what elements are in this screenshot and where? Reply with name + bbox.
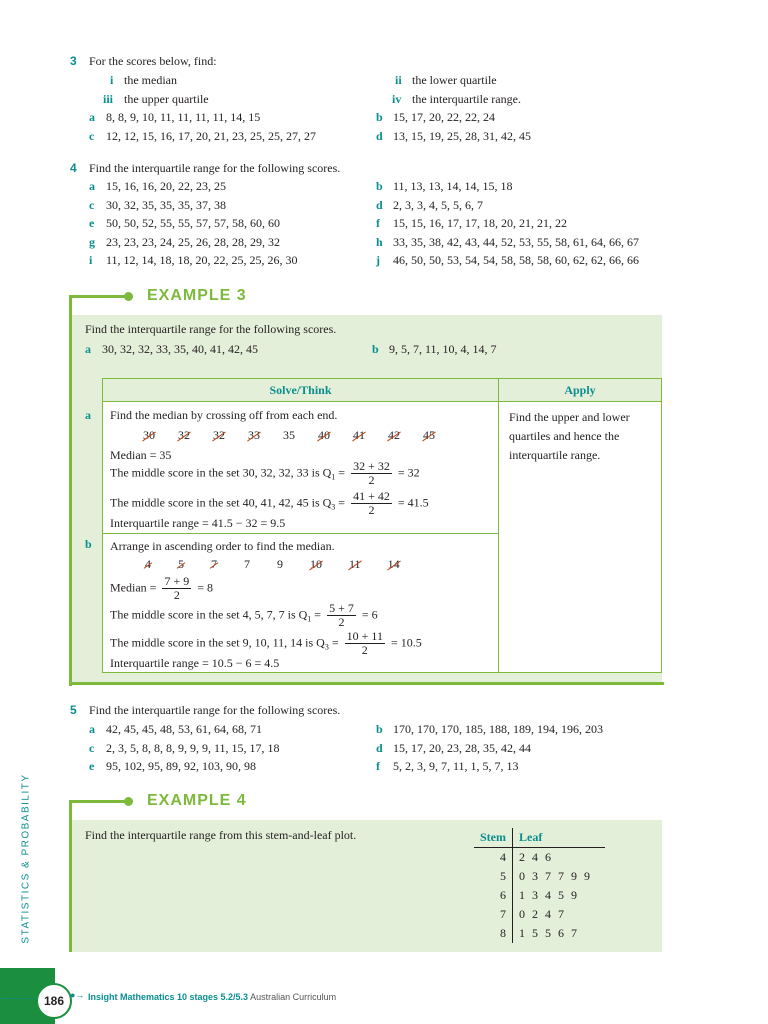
solution-a-cell	[103, 402, 499, 534]
ex3-a-label: a	[85, 342, 91, 356]
stem-leaf-row	[474, 848, 605, 868]
solve-think-header: Solve/Think	[103, 379, 499, 402]
section-sidebar	[14, 775, 36, 955]
q3-part-label: i	[110, 73, 114, 87]
stem-value: 5	[474, 867, 513, 886]
q4-item-text: 2, 3, 3, 4, 5, 5, 6, 7	[393, 198, 483, 212]
q4-item-text: 11, 12, 14, 18, 18, 20, 22, 25, 25, 26, 30	[106, 253, 298, 267]
q4-item-text: 11, 13, 13, 14, 14, 15, 18	[393, 179, 513, 193]
q3-item-label: c	[89, 129, 95, 143]
q4-item-label: j	[376, 253, 380, 267]
ex3-b-q3-line: The middle score in the set 9, 10, 11, 14 is $Q_3$ = $\frac{10 + 11}{2}$ = 10.5	[110, 629, 422, 657]
apply-text: interquartile range.	[509, 448, 601, 462]
crossed-score: 4	[145, 557, 151, 571]
solution-b-label: b	[85, 537, 92, 551]
q4-item-text: 30, 32, 35, 35, 35, 37, 38	[106, 198, 226, 212]
footer-book: Insight Mathematics 10 stages 5.2/5.3 Australian Curriculum	[88, 992, 337, 1002]
q4-item-text: 46, 50, 50, 53, 54, 54, 58, 58, 58, 60, 62, 62, 66, 66	[393, 253, 639, 267]
ex3-a-crossed-scores	[143, 428, 435, 443]
crossed-score: 32	[213, 428, 225, 442]
q4-item-text: 15, 15, 16, 17, 17, 18, 20, 21, 21, 22	[393, 216, 567, 230]
q5-item-label: a	[89, 722, 95, 736]
q4-item-label: c	[89, 198, 95, 212]
solution-table	[102, 378, 662, 673]
fraction: $\frac{41 + 42}{2}$	[353, 489, 390, 517]
q4-item-label: b	[376, 179, 383, 193]
q4-item-label: g	[89, 235, 95, 249]
footer-arrow-icon: ●→	[70, 990, 85, 1000]
question-3-prompt: For the scores below, find:	[89, 54, 217, 68]
stem-leaf-row	[474, 867, 605, 886]
median-score: 35	[283, 428, 295, 442]
fraction: $\frac{10 + 11}{2}$	[346, 629, 383, 657]
q4-item-text: 33, 35, 38, 42, 43, 44, 52, 53, 55, 58, 61, 64, 66, 67	[393, 235, 639, 249]
q4-item-label: h	[376, 235, 383, 249]
crossed-score: 30	[143, 428, 155, 442]
q3-item-text: 8, 8, 9, 10, 11, 11, 11, 11, 14, 15	[106, 110, 261, 124]
fraction: $\frac{32 + 32}{2}$	[353, 459, 390, 487]
q4-item-label: i	[89, 253, 93, 267]
q4-item-label: d	[376, 198, 383, 212]
q5-item-text: 170, 170, 170, 185, 188, 189, 194, 196, 203	[393, 722, 603, 736]
example-4-prompt: Find the interquartile range from this stem-and-leaf plot.	[85, 828, 357, 842]
apply-text: Find the upper and lower	[509, 410, 630, 424]
q3-item-text: 15, 17, 20, 22, 22, 24	[393, 110, 495, 124]
q5-item-text: 95, 102, 95, 89, 92, 103, 90, 98	[106, 759, 256, 773]
crossed-score: 32	[178, 428, 190, 442]
leaf-values: 1 3 4 5 9	[519, 888, 579, 902]
q5-item-label: f	[376, 759, 380, 773]
ex3-a-step1: Find the median by crossing off from each end.	[110, 408, 338, 422]
solution-b-cell	[103, 534, 499, 673]
ex3-a-q3-line: The middle score in the set 40, 41, 42, 45 is $Q_3$ = $\frac{41 + 42}{2}$ = 41.5	[110, 489, 429, 517]
ex3-a-iqr: Interquartile range = 41.5 − 32 = 9.5	[110, 516, 286, 530]
q5-item-label: d	[376, 741, 383, 755]
stem-value: 8	[474, 924, 513, 943]
fraction: $\frac{5 + 7}{2}$	[329, 601, 354, 629]
example-3-prompt: Find the interquartile range for the following scores.	[85, 322, 337, 336]
apply-header: Apply	[499, 379, 662, 402]
crossed-score: 42	[388, 428, 400, 442]
ex3-a-median: Median = 35	[110, 448, 172, 462]
stem-leaf-plot	[474, 828, 605, 943]
q5-item-label: c	[89, 741, 95, 755]
crossed-score: 7	[211, 557, 217, 571]
crossed-score: 14	[387, 557, 400, 571]
apply-text: quartiles and hence the	[509, 429, 620, 443]
stem-value: 4	[474, 848, 513, 868]
fraction: $\frac{7 + 9}{2}$	[164, 574, 190, 602]
q4-item-label: a	[89, 179, 95, 193]
ex3-a-scores: 30, 32, 32, 33, 35, 40, 41, 42, 45	[102, 342, 258, 356]
example-3-title: EXAMPLE 3	[147, 287, 247, 304]
stem-leaf-row	[474, 886, 605, 905]
ex3-a-q1-line: The middle score in the set 30, 32, 32, 33 is $Q_1$ = $\frac{32 + 32}{2}$ = 32	[110, 459, 420, 487]
q4-item-text: 23, 23, 23, 24, 25, 26, 28, 28, 29, 32	[106, 235, 280, 249]
q5-item-label: b	[376, 722, 383, 736]
page-number: 186	[36, 983, 72, 1019]
crossed-score: 45	[423, 428, 435, 442]
example-3-bullet	[124, 292, 133, 301]
example-4-bullet	[124, 797, 133, 806]
q5-item-label: e	[89, 759, 95, 773]
q5-item-text: 2, 3, 5, 8, 8, 8, 9, 9, 9, 11, 15, 17, 18	[106, 741, 280, 755]
median-score: 9	[277, 557, 283, 571]
leaf-header: Leaf	[513, 828, 606, 848]
ex3-b-step1: Arrange in ascending order to find the median.	[110, 539, 335, 553]
question-4-prompt: Find the interquartile range for the following scores.	[89, 161, 341, 175]
leaf-values: 0 3 7 7 9 9	[519, 869, 592, 883]
solution-a-label: a	[85, 408, 91, 422]
example-4-title: EXAMPLE 4	[147, 792, 247, 809]
footer-dotted-rule	[0, 998, 36, 999]
q3-part-label: iv	[392, 92, 402, 106]
leaf-values: 0 2 4 7	[519, 907, 566, 921]
q5-item-text: 5, 2, 3, 9, 7, 11, 1, 5, 7, 13	[393, 759, 519, 773]
crossed-score: 33	[248, 428, 260, 442]
ex3-b-iqr: Interquartile range = 10.5 − 6 = 4.5	[110, 656, 280, 670]
stem-leaf-row	[474, 924, 605, 943]
q4-item-label: e	[89, 216, 95, 230]
stem-value: 7	[474, 905, 513, 924]
median-score: 7	[244, 557, 250, 571]
crossed-score: 10	[310, 557, 322, 571]
crossed-score: 5	[178, 557, 184, 571]
q4-item-text: 15, 16, 16, 20, 22, 23, 25	[106, 179, 226, 193]
question-3-number: 3	[70, 54, 77, 68]
q5-item-text: 15, 17, 20, 23, 28, 35, 42, 44	[393, 741, 531, 755]
q3-item-text: 12, 12, 15, 16, 17, 20, 21, 23, 25, 25, 27, 27	[106, 129, 316, 143]
q3-part-label: ii	[395, 73, 402, 87]
q3-part-text: the lower quartile	[412, 73, 497, 87]
stem-header: Stem	[474, 828, 513, 848]
stem-value: 6	[474, 886, 513, 905]
example-3-rule	[69, 295, 129, 298]
ex3-b-median-line: Median = $\frac{7 + 9}{2}$ = 8	[110, 574, 213, 602]
leaf-values: 1 5 5 6 7	[519, 926, 579, 940]
q3-part-text: the median	[124, 73, 177, 87]
question-5-number: 5	[70, 703, 77, 717]
ex3-b-q1-line: The middle score in the set 4, 5, 7, 7 is $Q_1$ = $\frac{5 + 7}{2}$ = 6	[110, 601, 378, 629]
example-3-bottom-rule	[69, 682, 664, 685]
q4-item-text: 50, 50, 52, 55, 55, 57, 57, 58, 60, 60	[106, 216, 280, 230]
crossed-score: 40	[318, 428, 330, 442]
apply-cell	[499, 402, 662, 673]
crossed-score: 11	[349, 557, 361, 571]
stem-leaf-row	[474, 905, 605, 924]
leaf-values: 2 4 6	[519, 850, 553, 864]
section-label: STATISTICS & PROBABILITY	[20, 773, 32, 944]
q3-item-label: d	[376, 129, 383, 143]
q3-item-label: b	[376, 110, 383, 124]
q4-item-label: f	[376, 216, 380, 230]
q3-item-label: a	[89, 110, 95, 124]
q5-item-text: 42, 45, 45, 48, 53, 61, 64, 68, 71	[106, 722, 262, 736]
q3-item-text: 13, 15, 19, 25, 28, 31, 42, 45	[393, 129, 531, 143]
question-4-number: 4	[70, 161, 77, 175]
q3-part-label: iii	[103, 92, 114, 106]
ex3-b-label: b	[372, 342, 379, 356]
example-4-rule	[69, 800, 129, 803]
question-5-prompt: Find the interquartile range for the following scores.	[89, 703, 341, 717]
ex3-b-scores: 9, 5, 7, 11, 10, 4, 14, 7	[389, 342, 497, 356]
ex3-b-crossed-scores	[145, 557, 400, 572]
crossed-score: 41	[353, 428, 365, 442]
q3-part-text: the interquartile range.	[412, 92, 521, 106]
q3-part-text: the upper quartile	[124, 92, 209, 106]
